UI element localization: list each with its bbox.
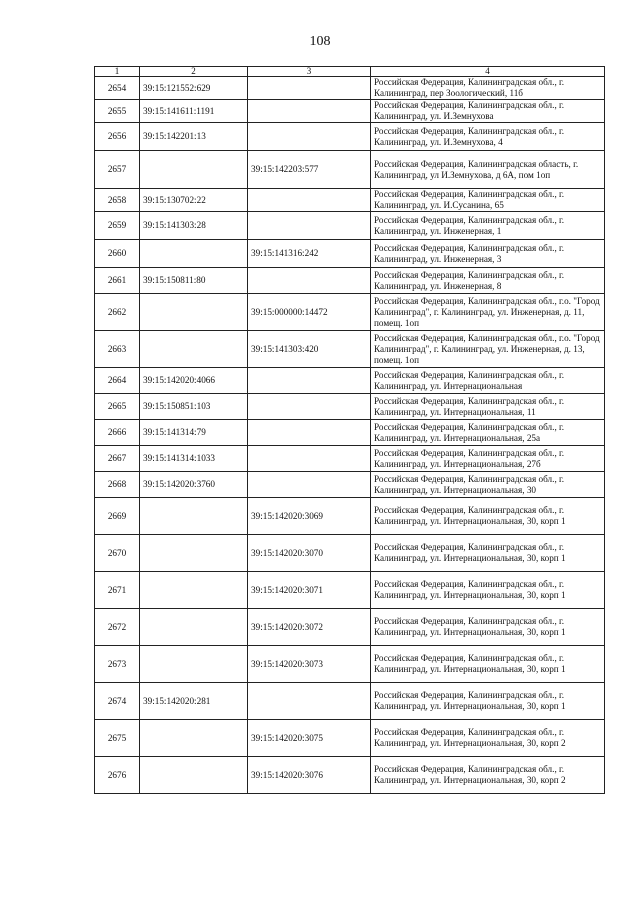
row-number-cell: 2657 [95, 151, 140, 189]
cadastral-number-alt-cell: 39:15:141303:420 [248, 331, 371, 368]
cadastral-number-alt-cell: 39:15:142020:3073 [248, 646, 371, 683]
cadastral-number-alt-cell: 39:15:142203:577 [248, 151, 371, 189]
table-row [95, 720, 605, 757]
row-number-cell: 2662 [95, 294, 140, 331]
table-row [95, 535, 605, 572]
column-header-2: 2 [140, 67, 248, 77]
cadastral-number-alt-cell [248, 446, 371, 472]
address-cell: Российская Федерация, Калининградская обл., г.о. "Город Калининград", г. Калининград, ул. Инженерная, д. 13, помещ. 1оп [371, 331, 605, 368]
address-cell: Российская Федерация, Калининградская обл., г. Калининград, ул. Интернациональная, 30, корп 1 [371, 609, 605, 646]
cadastral-number-cell [140, 535, 248, 572]
cadastral-number-alt-cell [248, 268, 371, 294]
row-number-cell: 2665 [95, 394, 140, 420]
column-header-4: 4 [371, 67, 605, 77]
table-row [95, 646, 605, 683]
row-number-cell: 2672 [95, 609, 140, 646]
table-row [95, 100, 605, 123]
table-row [95, 294, 605, 331]
address-cell: Российская Федерация, Калининградская обл., г. Калининград, ул. Интернациональная, 30, корп 2 [371, 720, 605, 757]
cadastral-number-alt-cell: 39:15:142020:3069 [248, 498, 371, 535]
address-cell: Российская Федерация, Калининградская обл., г. Калининград, ул. Интернациональная, 30, корп 2 [371, 757, 605, 794]
cadastral-number-cell: 39:15:130702:22 [140, 189, 248, 212]
cadastral-number-cell [140, 151, 248, 189]
address-cell: Российская Федерация, Калининградская обл., г. Калининград, ул. Инженерная, 3 [371, 240, 605, 268]
row-number-cell: 2654 [95, 77, 140, 100]
cadastral-number-alt-cell [248, 683, 371, 720]
address-cell: Российская Федерация, Калининградская обл., г.о. "Город Калининград", г. Калининград, ул. Инженерная, д. 11, помещ. 1оп [371, 294, 605, 331]
cadastral-number-cell [140, 331, 248, 368]
cadastral-number-cell [140, 498, 248, 535]
table-row [95, 609, 605, 646]
table-row [95, 368, 605, 394]
cadastral-number-cell [140, 240, 248, 268]
column-header-row [95, 67, 605, 77]
page-number: 108 [309, 34, 331, 49]
cadastral-number-cell: 39:15:142020:281 [140, 683, 248, 720]
address-cell: Российская Федерация, Калининградская обл., г. Калининград, пер Зоологический, 11б [371, 77, 605, 100]
cadastral-number-alt-cell [248, 123, 371, 151]
cadastral-number-alt-cell: 39:15:142020:3076 [248, 757, 371, 794]
cadastral-number-cell: 39:15:150811:80 [140, 268, 248, 294]
cadastral-number-alt-cell [248, 212, 371, 240]
table-row [95, 446, 605, 472]
address-cell: Российская Федерация, Калининградская обл., г. Калининград, ул. И.Земнухова, 4 [371, 123, 605, 151]
table-row [95, 240, 605, 268]
cadastral-number-cell: 39:15:141303:28 [140, 212, 248, 240]
cadastral-number-cell: 39:15:142020:4066 [140, 368, 248, 394]
row-number-cell: 2663 [95, 331, 140, 368]
cadastral-number-alt-cell [248, 368, 371, 394]
table-row [95, 212, 605, 240]
address-cell: Российская Федерация, Калининградская обл., г. Калининград, ул. Интернациональная, 25а [371, 420, 605, 446]
table-row [95, 572, 605, 609]
table-row [95, 77, 605, 100]
cadastral-number-alt-cell [248, 77, 371, 100]
address-cell: Российская Федерация, Калининградская обл., г. Калининград, ул. Интернациональная, 30, корп 1 [371, 683, 605, 720]
table-row [95, 420, 605, 446]
address-cell: Российская Федерация, Калининградская обл., г. Калининград, ул. И.Сусанина, 65 [371, 189, 605, 212]
cadastral-number-cell: 39:15:142201:13 [140, 123, 248, 151]
row-number-cell: 2674 [95, 683, 140, 720]
table-row [95, 123, 605, 151]
row-number-cell: 2675 [95, 720, 140, 757]
row-number-cell: 2658 [95, 189, 140, 212]
cadastral-number-alt-cell: 39:15:141316:242 [248, 240, 371, 268]
row-number-cell: 2670 [95, 535, 140, 572]
table-row [95, 151, 605, 189]
table-row [95, 331, 605, 368]
cadastral-number-cell: 39:15:150851:103 [140, 394, 248, 420]
row-number-cell: 2671 [95, 572, 140, 609]
cadastral-number-cell [140, 294, 248, 331]
cadastral-number-alt-cell: 39:15:000000:14472 [248, 294, 371, 331]
cadastral-number-alt-cell: 39:15:142020:3075 [248, 720, 371, 757]
register-body [95, 77, 605, 794]
cadastral-number-alt-cell: 39:15:142020:3071 [248, 572, 371, 609]
address-cell: Российская Федерация, Калининградская область, г. Калининград, ул И.Земнухова, д 6А, пом 1оп [371, 151, 605, 189]
address-cell: Российская Федерация, Калининградская обл., г. Калининград, ул. Интернациональная, 30, корп 1 [371, 646, 605, 683]
table-row [95, 757, 605, 794]
row-number-cell: 2655 [95, 100, 140, 123]
row-number-cell: 2664 [95, 368, 140, 394]
table-row [95, 394, 605, 420]
row-number-cell: 2656 [95, 123, 140, 151]
address-cell: Российская Федерация, Калининградская обл., г. Калининград, ул. Интернациональная, 30, корп 1 [371, 498, 605, 535]
row-number-cell: 2668 [95, 472, 140, 498]
address-cell: Российская Федерация, Калининградская обл., г. Калининград, ул. Интернациональная, 27б [371, 446, 605, 472]
register-table [94, 66, 605, 794]
cadastral-number-cell [140, 609, 248, 646]
cadastral-number-cell: 39:15:141611:1191 [140, 100, 248, 123]
row-number-cell: 2673 [95, 646, 140, 683]
table-row [95, 268, 605, 294]
column-header-1: 1 [95, 67, 140, 77]
table-row [95, 189, 605, 212]
row-number-cell: 2659 [95, 212, 140, 240]
row-number-cell: 2661 [95, 268, 140, 294]
address-cell: Российская Федерация, Калининградская обл., г. Калининград, ул. Интернациональная [371, 368, 605, 394]
cadastral-number-cell: 39:15:142020:3760 [140, 472, 248, 498]
cadastral-number-alt-cell [248, 100, 371, 123]
table-row [95, 683, 605, 720]
row-number-cell: 2669 [95, 498, 140, 535]
column-header-3: 3 [248, 67, 371, 77]
cadastral-number-alt-cell: 39:15:142020:3072 [248, 609, 371, 646]
row-number-cell: 2666 [95, 420, 140, 446]
address-cell: Российская Федерация, Калининградская обл., г. Калининград, ул. Инженерная, 8 [371, 268, 605, 294]
cadastral-number-alt-cell [248, 394, 371, 420]
table-row [95, 472, 605, 498]
cadastral-number-cell: 39:15:141314:79 [140, 420, 248, 446]
cadastral-number-cell [140, 646, 248, 683]
cadastral-number-alt-cell [248, 189, 371, 212]
address-cell: Российская Федерация, Калининградская обл., г. Калининград, ул. Интернациональная, 30, корп 1 [371, 535, 605, 572]
row-number-cell: 2660 [95, 240, 140, 268]
table-row [95, 498, 605, 535]
address-cell: Российская Федерация, Калининградская обл., г. Калининград, ул. Интернациональная, 11 [371, 394, 605, 420]
address-cell: Российская Федерация, Калининградская обл., г. Калининград, ул. Интернациональная, 30, корп 1 [371, 572, 605, 609]
cadastral-number-cell [140, 572, 248, 609]
cadastral-number-cell: 39:15:141314:1033 [140, 446, 248, 472]
row-number-cell: 2676 [95, 757, 140, 794]
address-cell: Российская Федерация, Калининградская обл., г. Калининград, ул. И.Земнухова [371, 100, 605, 123]
cadastral-number-alt-cell [248, 420, 371, 446]
address-cell: Российская Федерация, Калининградская обл., г. Калининград, ул. Инженерная, 1 [371, 212, 605, 240]
row-number-cell: 2667 [95, 446, 140, 472]
cadastral-number-cell [140, 757, 248, 794]
cadastral-number-alt-cell: 39:15:142020:3070 [248, 535, 371, 572]
address-cell: Российская Федерация, Калининградская обл., г. Калининград, ул. Интернациональная, 30 [371, 472, 605, 498]
cadastral-number-alt-cell [248, 472, 371, 498]
cadastral-number-cell [140, 720, 248, 757]
cadastral-number-cell: 39:15:121552:629 [140, 77, 248, 100]
